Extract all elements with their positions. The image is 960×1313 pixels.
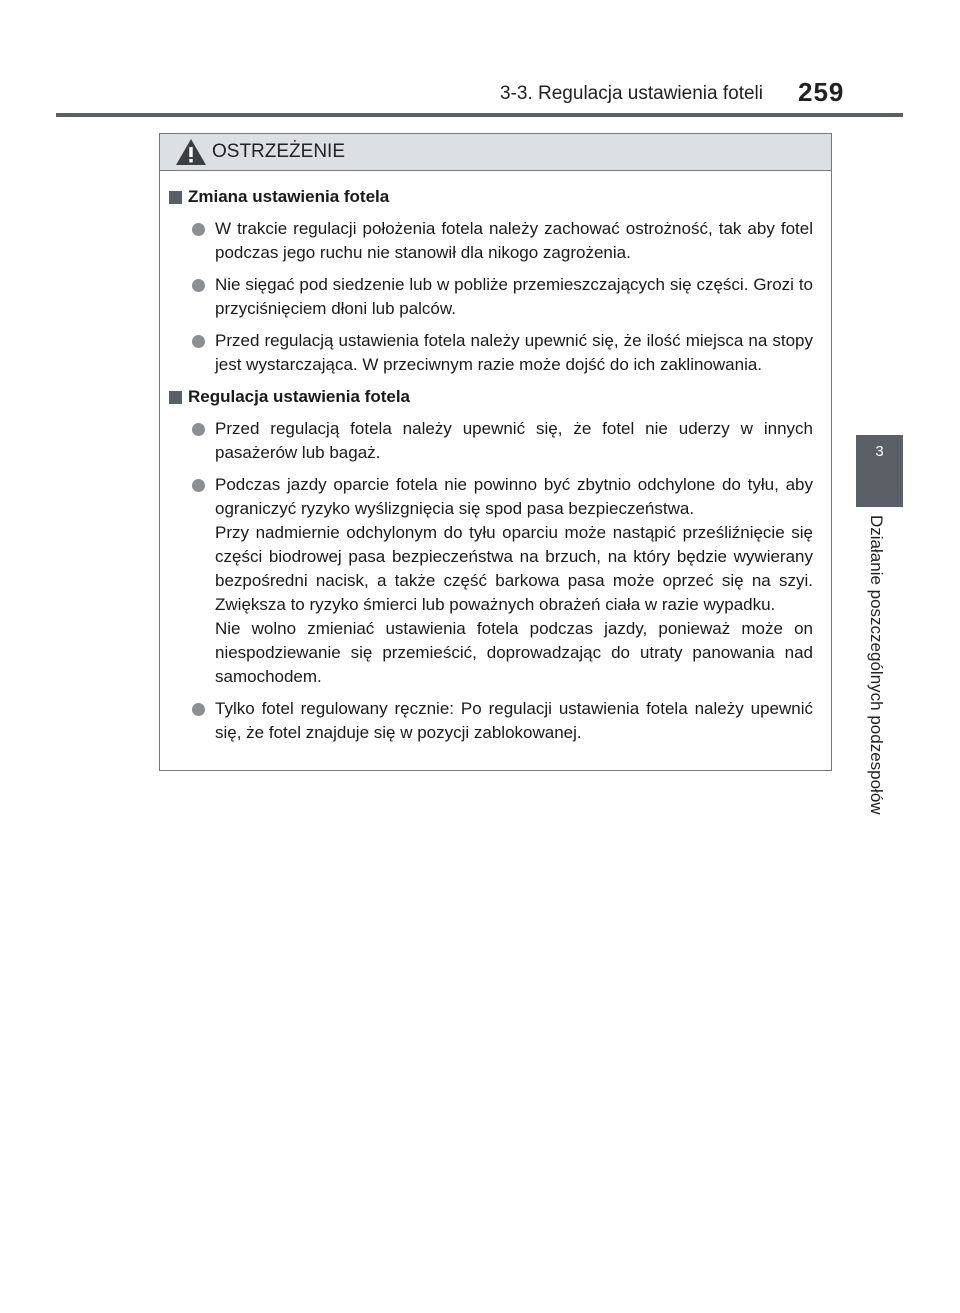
chapter-number: 3	[875, 443, 884, 460]
list-item	[169, 473, 813, 689]
warning-section	[169, 185, 813, 377]
list-item	[169, 217, 813, 265]
dot-bullet-icon	[192, 479, 205, 492]
square-bullet-icon	[169, 191, 182, 204]
chapter-title: Działanie poszczególnych podzespołów	[867, 515, 886, 815]
list-item	[169, 697, 813, 745]
list-item-text	[215, 417, 813, 465]
square-bullet-icon	[169, 391, 182, 404]
list-item	[169, 417, 813, 465]
paragraph: Nie sięgać pod siedzenie lub w pobliże przemieszczających się części. Grozi to przyciśnięciem dłoni lub palców.	[215, 275, 813, 318]
warning-section	[169, 385, 813, 745]
list-item-text	[215, 329, 813, 377]
section-heading-text: Zmiana ustawienia fotela	[188, 187, 390, 206]
bullet-list	[169, 417, 813, 745]
list-item-text	[215, 273, 813, 321]
paragraph: Tylko fotel regulowany ręcznie: Po regulacji ustawienia fotela należy upewnić się, że fotel znajduje się w pozycji zablokowanej.	[215, 699, 813, 742]
warning-title: OSTRZEŻENIE	[212, 141, 346, 162]
dot-bullet-icon	[192, 703, 205, 716]
dot-bullet-icon	[192, 223, 205, 236]
chapter-tab	[856, 435, 903, 507]
dot-bullet-icon	[192, 279, 205, 292]
paragraph: Przed regulacją ustawienia fotela należy upewnić się, że ilość miejsca na stopy jest wystarczająca. W przeciwnym razie może dojść do ich zaklinowania.	[215, 331, 813, 374]
dot-bullet-icon	[192, 335, 205, 348]
section-heading	[169, 185, 813, 209]
paragraph: Przy nadmiernie odchylonym do tyłu oparciu może nastąpić prześliźnięcie się części biodrowej pasa bezpieczeństwa na brzuch, na który będzie wywierany bezpośredni nacisk, a także część barkowa pasa może oprzeć się na szyi. Zwiększa to ryzyko śmierci lub poważnych obrażeń ciała w razie wypadku.	[215, 523, 813, 614]
paragraph: W trakcie regulacji położenia fotela należy zachować ostrożność, tak aby fotel podczas jego ruchu nie stanowił dla nikogo zagrożenia.	[215, 219, 813, 262]
warning-triangle-icon	[174, 137, 208, 167]
dot-bullet-icon	[192, 423, 205, 436]
warning-body	[160, 171, 831, 745]
list-item	[169, 273, 813, 321]
list-item-text	[215, 473, 813, 689]
paragraph: Przed regulacją fotela należy upewnić się, że fotel nie uderzy w innych pasażerów lub bagaż.	[215, 419, 813, 462]
list-item-text	[215, 697, 813, 745]
section-heading	[169, 385, 813, 409]
page-number: 259	[798, 77, 845, 107]
warning-header	[160, 134, 831, 171]
header-rule	[56, 113, 903, 117]
section-heading-text: Regulacja ustawienia fotela	[188, 387, 411, 406]
warning-box	[159, 133, 832, 771]
list-item	[169, 329, 813, 377]
list-item-text	[215, 217, 813, 265]
bullet-list	[169, 217, 813, 377]
paragraph: Podczas jazdy oparcie fotela nie powinno być zbytnio odchylone do tyłu, aby ograniczyć ryzyko wyślizgnięcia się spod pasa bezpieczeństwa.	[215, 475, 813, 518]
section-title: 3-3. Regulacja ustawienia foteli	[500, 83, 763, 104]
paragraph: Nie wolno zmieniać ustawienia fotela podczas jazdy, ponieważ może on niespodziewanie się przemieścić, doprowadzając do utraty panowania nad samochodem.	[215, 619, 813, 686]
